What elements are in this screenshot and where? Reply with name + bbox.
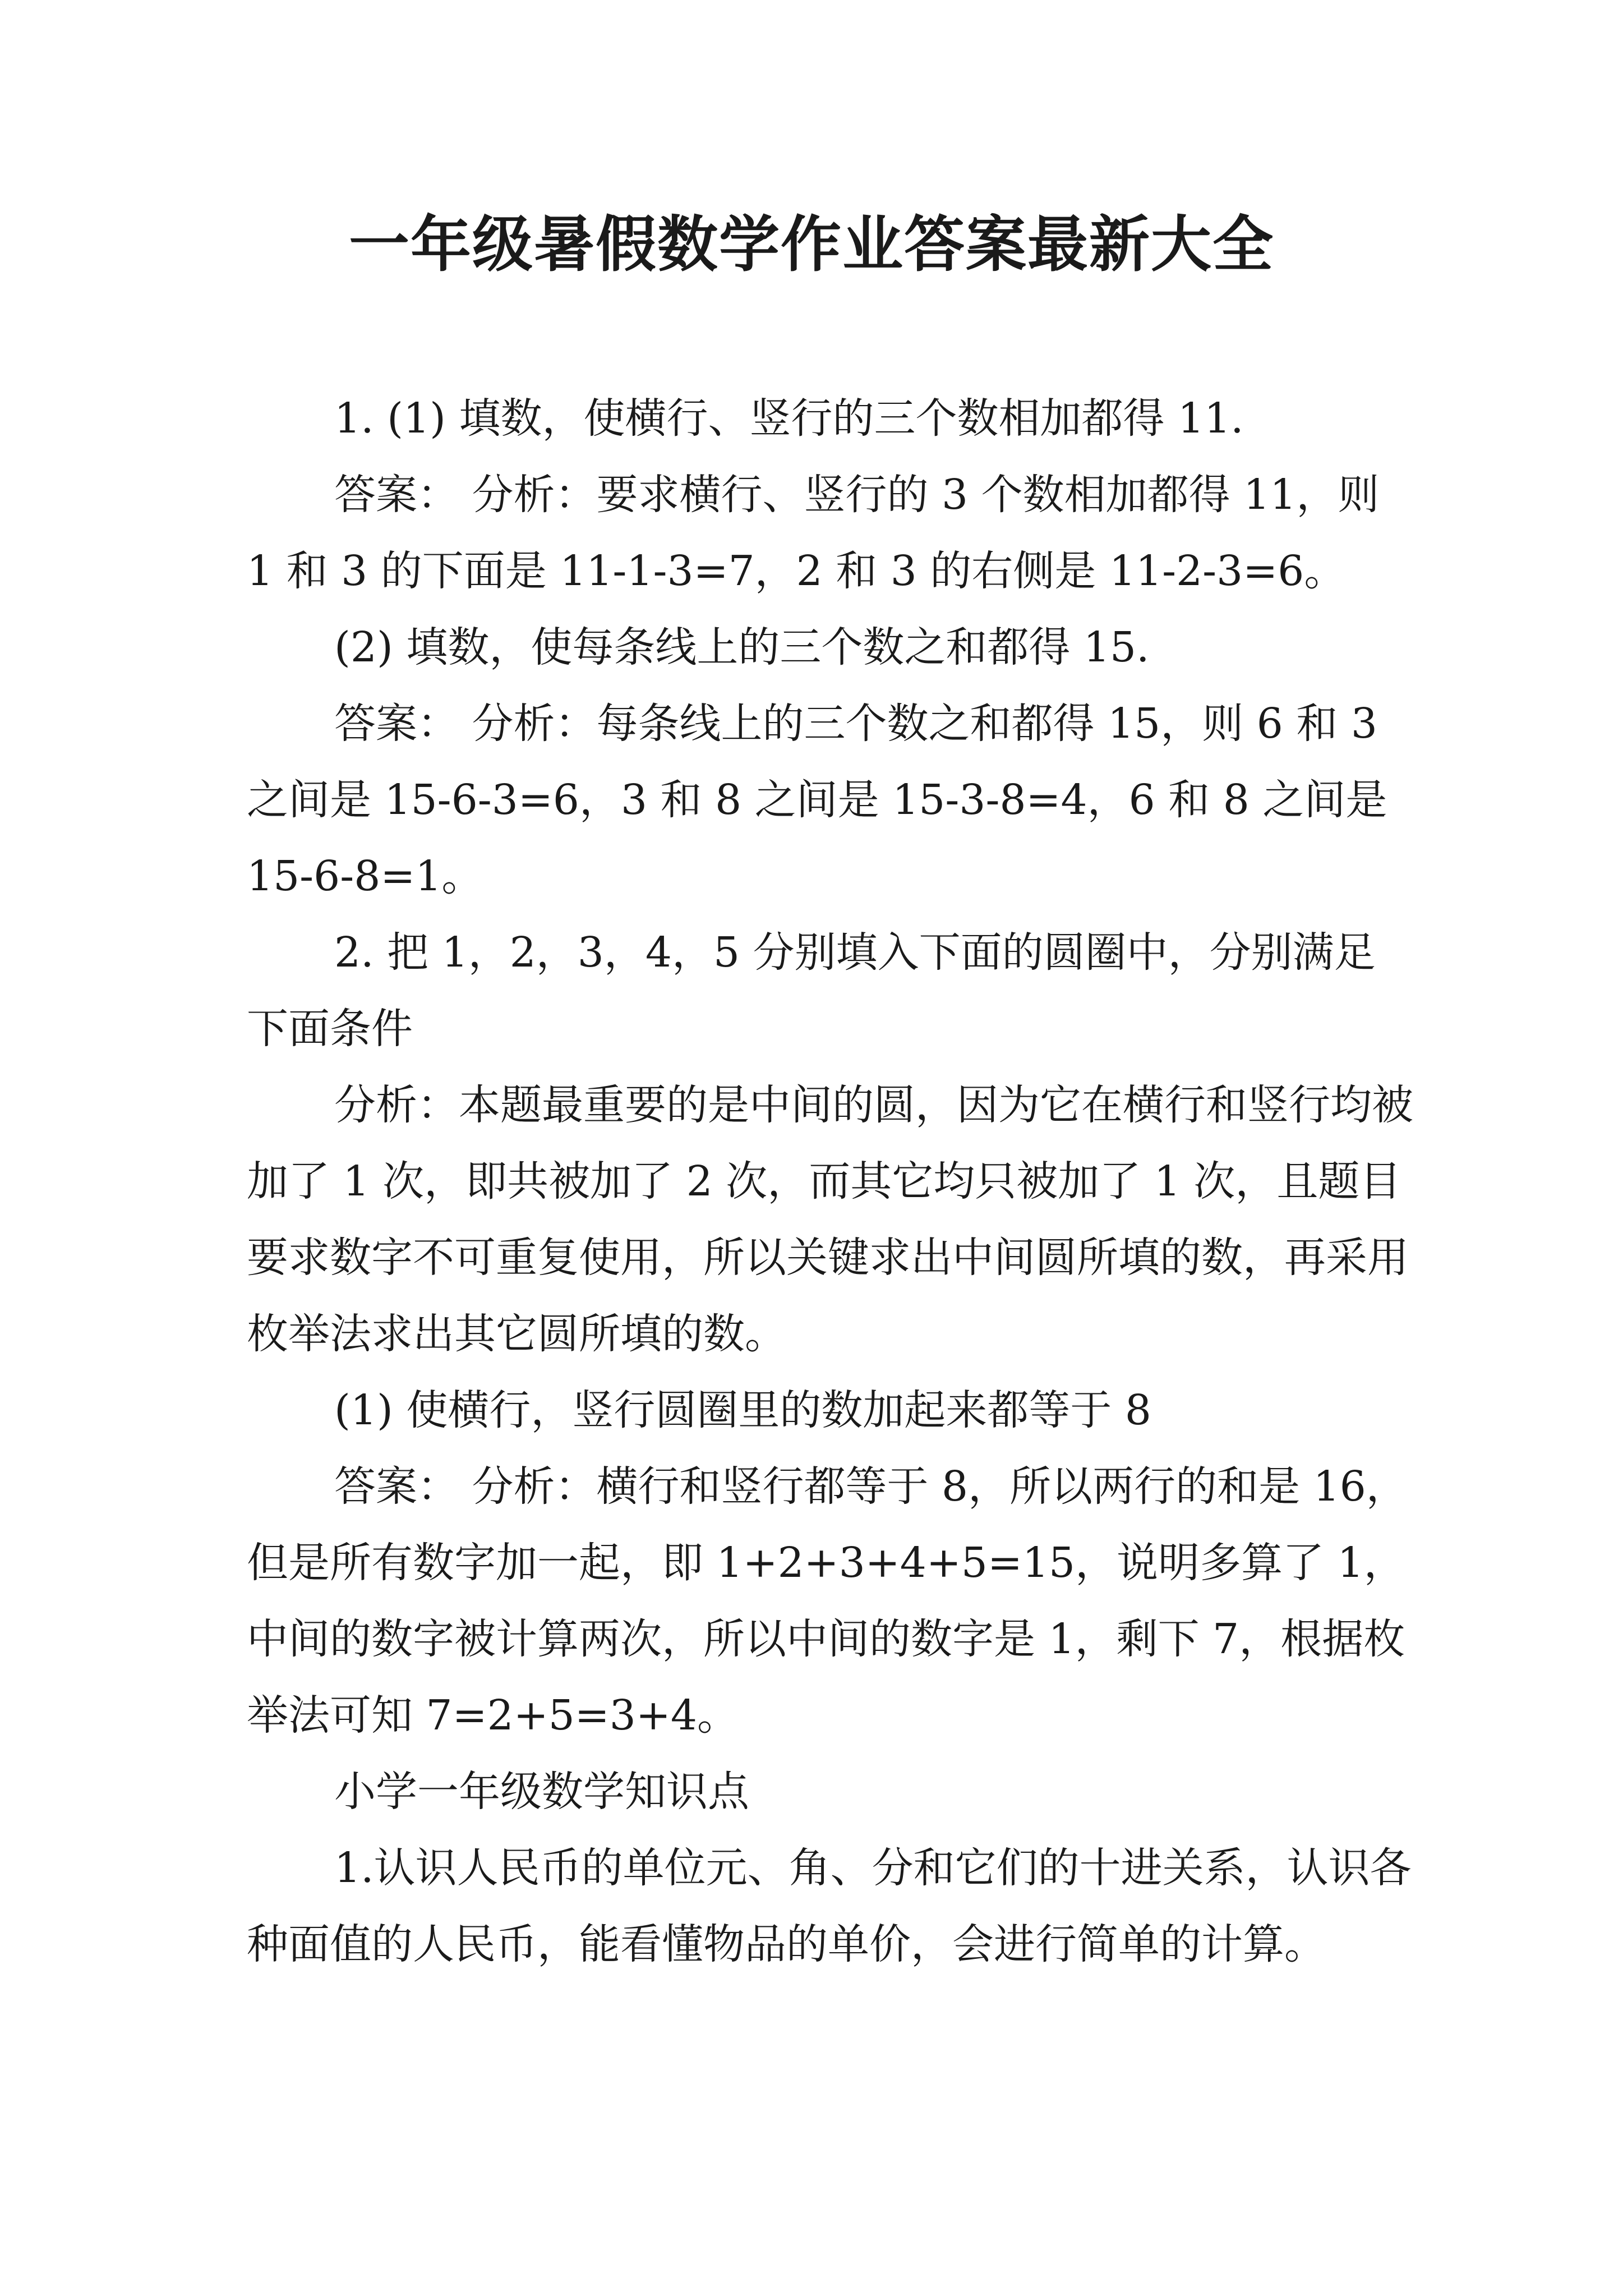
paragraph-answer-1-1: 答案： 分析：要求横行、竖行的 3 个数相加都得 11，则 1 和 3 的下面是 11-1-3=7，2 和 3 的右侧是 11-2-3=6。 bbox=[247, 471, 1380, 595]
paragraph-q2: 2. 把 1，2，3，4，5 分别填入下面的圆圈中，分别满足下面条件 bbox=[247, 928, 1376, 1053]
paragraph-knowledge-heading: 小学一年级数学知识点 bbox=[334, 1768, 749, 1816]
paragraph-knowledge-1: 1.认识人民币的单位元、角、分和它们的十进关系，认识各种面值的人民币，能看懂物品的单价，会进行简单的计算。 bbox=[247, 1844, 1412, 1968]
paragraph-answer-2-1: 答案： 分析：横行和竖行都等于 8，所以两行的和是 16，但是所有数字加一起，即 1+2+3+4+5=15，说明多算了 1，中间的数字被计算两次，所以中间的数字是 1，剩下 7，根据枚举法可知 7=2+5=3+4。 bbox=[247, 1462, 1408, 1740]
paragraph-q1-1: 1. (1) 填数，使横行、竖行的三个数相加都得 11. bbox=[334, 394, 1244, 443]
paragraph-answer-1-2: 答案： 分析：每条线上的三个数之和都得 15，则 6 和 3 之间是 15-6-3=6，3 和 8 之间是 15-3-8=4，6 和 8 之间是 15-6-8=1。 bbox=[247, 700, 1387, 900]
paragraph-q2-1: (1) 使横行，竖行圆圈里的数加起来都等于 8 bbox=[334, 1386, 1151, 1434]
paragraph-q1-2: (2) 填数，使每条线上的三个数之和都得 15. bbox=[334, 623, 1150, 671]
document-title: 一年级暑假数学作业答案最新大全 bbox=[348, 210, 1274, 280]
document-body bbox=[247, 380, 1413, 1982]
paragraph-analysis-2: 分析：本题最重要的是中间的圆，因为它在横行和竖行均被加了 1 次，即共被加了 2 次，而其它均只被加了 1 次，且题目要求数字不可重复使用，所以关键求出中间圆所填的数，再采用枚举法求出其它圆所填的数。 bbox=[247, 1081, 1413, 1358]
